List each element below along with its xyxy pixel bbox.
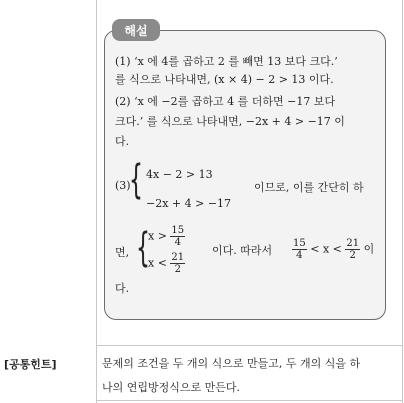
fraction-numerator: 15 xyxy=(171,225,185,236)
inequality-1 xyxy=(148,225,185,248)
hint-line-2: 나의 연립방정식으로 만든다. xyxy=(102,381,241,394)
fraction-denominator: 2 xyxy=(349,250,356,261)
equation-2: −2x + 4 > −17 xyxy=(146,197,232,210)
fraction-denominator: 2 xyxy=(174,264,181,275)
hint-label: [공통힌트] xyxy=(4,358,57,371)
fraction-denominator: 4 xyxy=(296,250,303,261)
fraction-numerator: 21 xyxy=(346,238,360,249)
hint-bottom-rule xyxy=(96,400,402,401)
item-3-lead: 면, xyxy=(115,246,130,259)
left-brace-2: { xyxy=(136,225,150,271)
fraction-numerator: 21 xyxy=(171,252,185,263)
inequality-1-lhs: x > xyxy=(148,229,167,243)
answer-middle: < x < xyxy=(310,242,342,256)
solution-last-line: 다. xyxy=(115,282,130,295)
hint-top-rule xyxy=(96,345,402,346)
left-border xyxy=(96,0,97,403)
solution-line-2: 를 식으로 나타내면, (x × 4) − 2 > 13 이다. xyxy=(115,73,334,86)
solution-tag: 해설 xyxy=(112,19,160,41)
item-3-tail: 이므로, 이를 간단히 하 xyxy=(254,181,364,194)
inequality-2-lhs: x < xyxy=(148,256,167,270)
fraction-numerator: 15 xyxy=(293,238,306,249)
solution-line-5: 다. xyxy=(115,135,130,148)
item-3-mid: 이다. 따라서 xyxy=(212,244,273,257)
fraction-15-4 xyxy=(170,225,185,248)
item-3-label: (3) xyxy=(115,179,131,192)
left-brace: { xyxy=(129,157,143,203)
answer-end: 이 xyxy=(363,242,375,256)
inequality-2 xyxy=(148,252,185,275)
solution-line-1: (1) ‘x 에 4를 곱하고 2 를 빼면 13 보다 크다.’ xyxy=(115,55,338,68)
equation-1: 4x − 2 > 13 xyxy=(146,168,213,181)
fraction-denominator: 4 xyxy=(174,237,181,248)
solution-line-3: (2) ‘x 에 −2를 곱하고 4 를 더하면 −17 보다 xyxy=(115,95,336,108)
fraction-21-2 xyxy=(170,252,185,275)
solution-line-4: 크다.’ 를 식으로 나타내면, −2x + 4 > −17 이 xyxy=(115,115,345,128)
final-answer xyxy=(292,238,374,261)
answer-fraction-15-4 xyxy=(292,238,307,261)
hint-line-1: 문제의 조건을 두 개의 식으로 만들고, 두 개의 식을 하 xyxy=(102,357,361,370)
answer-fraction-21-2 xyxy=(345,238,360,261)
right-border xyxy=(402,0,403,403)
